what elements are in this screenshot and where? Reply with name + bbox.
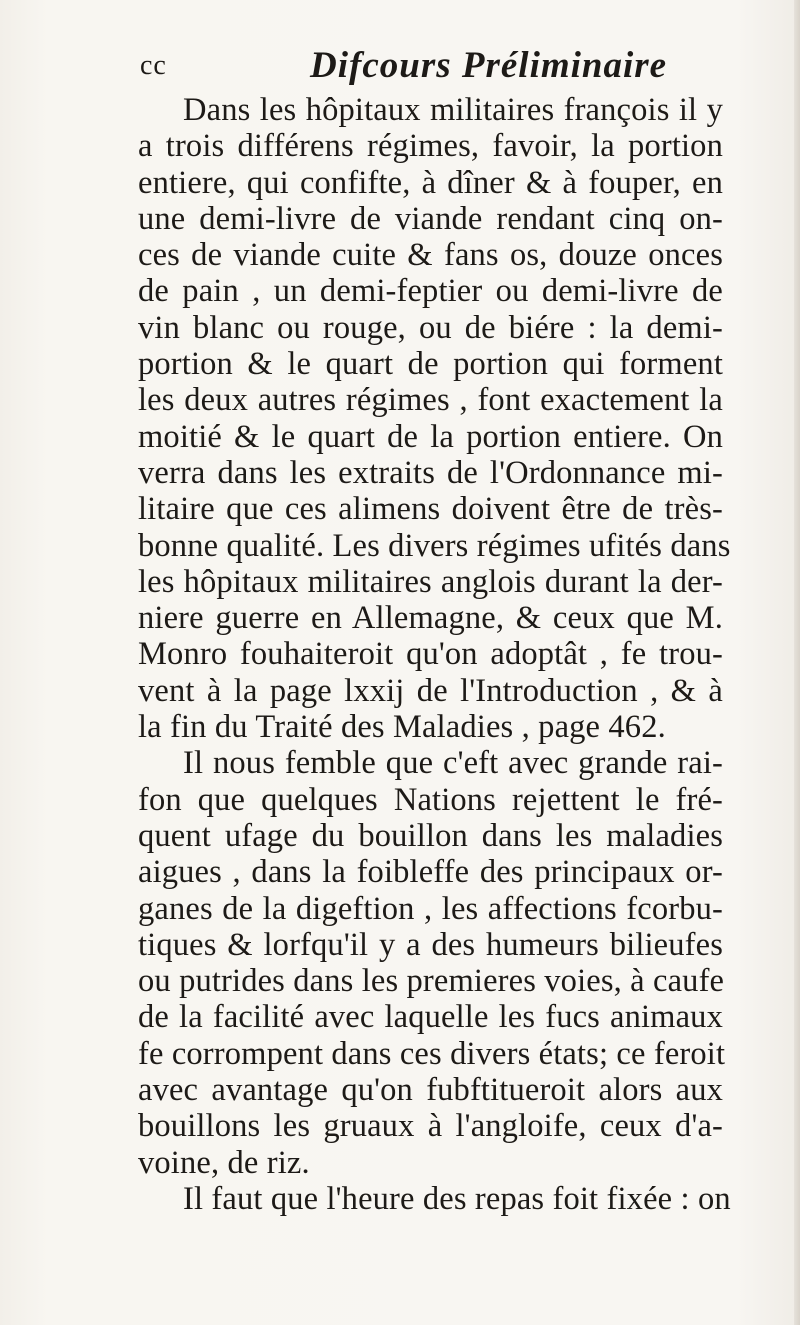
text-line: tiques & lorfqu'il y a des humeurs bilieufes — [138, 926, 723, 963]
text-line: de pain , un demi-feptier ou demi-livre de — [138, 273, 723, 310]
page-header — [0, 44, 800, 84]
text-line: a trois différens régimes, favoir, la portion — [138, 128, 723, 165]
text-line: portion & le quart de portion qui forment — [138, 346, 723, 383]
text-line: fe corrompent dans ces divers états; ce feroit — [138, 1035, 726, 1072]
text-line: fon que quelques Nations rejettent le fré- — [138, 781, 723, 818]
text-line: ganes de la digeftion , les affections fcorbu- — [138, 890, 723, 927]
text-line: les hôpitaux militaires anglois durant la der- — [138, 563, 723, 600]
text-line: ces de viande cuite & fans os, douze onces — [138, 237, 723, 274]
text-line: avec avantage qu'on fubftitueroit alors aux — [138, 1072, 723, 1109]
text-line: ou putrides dans les premieres voies, à caufe — [138, 963, 725, 1000]
text-line: voine, de riz. — [138, 1144, 310, 1181]
running-title: Difcours Préliminaire — [310, 45, 668, 86]
text-line: Il faut que l'heure des repas foit fixée : on — [183, 1180, 731, 1217]
text-line: niere guerre en Allemagne, & ceux que M. — [138, 600, 723, 637]
body-text — [138, 92, 731, 1217]
page-number: cc — [140, 50, 167, 81]
text-line: entiere, qui confifte, à dîner & à fouper, en — [138, 164, 723, 201]
text-line: les deux autres régimes , font exactement la — [138, 382, 723, 419]
page-edge — [794, 0, 800, 1325]
text-line: Monro fouhaiteroit qu'on adoptât , fe trou- — [138, 636, 723, 673]
text-line: aigues , dans la foibleffe des principaux or- — [138, 854, 723, 891]
text-line: bonne qualité. Les divers régimes ufités dans — [138, 527, 731, 564]
text-line: la fin du Traité des Maladies , page 462. — [138, 709, 666, 746]
text-line: Il nous femble que c'eft avec grande rai- — [183, 745, 723, 782]
text-line: Dans les hôpitaux militaires françois il y — [183, 92, 723, 128]
text-line: une demi-livre de viande rendant cinq on- — [138, 200, 723, 237]
text-line: vent à la page lxxij de l'Introduction , & à — [138, 672, 723, 709]
text-line: moitié & le quart de la portion entiere. On — [138, 418, 723, 455]
text-line: litaire que ces alimens doivent être de très- — [138, 491, 723, 528]
text-line: verra dans les extraits de l'Ordonnance mi- — [138, 454, 723, 491]
text-line: de la facilité avec laquelle les fucs animaux — [138, 999, 723, 1036]
text-line: bouillons les gruaux à l'angloife, ceux d'a- — [138, 1108, 723, 1145]
text-line: quent ufage du bouillon dans les maladies — [138, 817, 723, 854]
text-line: vin blanc ou rouge, ou de biére : la demi- — [138, 309, 723, 346]
